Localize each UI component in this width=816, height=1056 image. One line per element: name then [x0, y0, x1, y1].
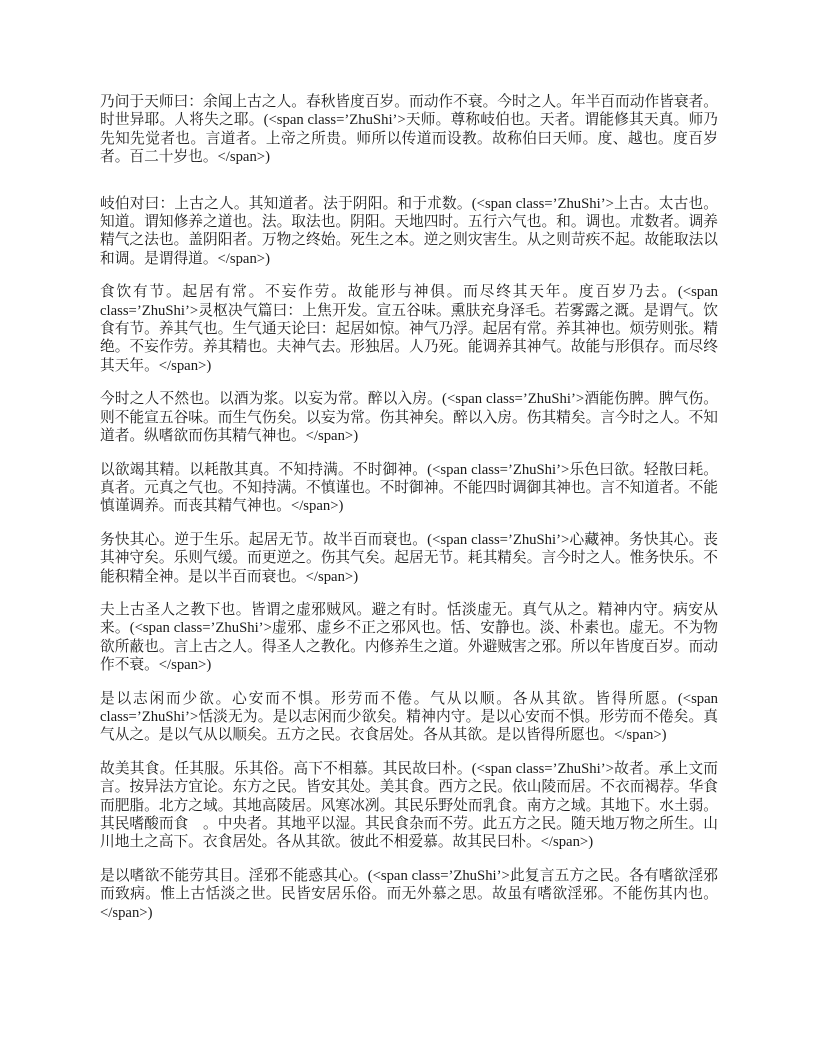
paragraph-7: 夫上古圣人之教下也。皆谓之虚邪贼风。避之有时。恬淡虚无。真气从之。精神内守。病安从来。(<span class=’ZhuShi’>虚邪、虚乡不正之邪风也。恬、安静也。淡、朴素也。虚无。不为物欲所蔽也。言上古之人。得圣人之教化。内修养生之道。外避贼害之邪。所以年皆度百岁。而动作不衰。</span>) [100, 601, 718, 674]
paragraph-8: 是以志闲而少欲。心安而不惧。形劳而不倦。气从以顺。各从其欲。皆得所愿。(<span class=’ZhuShi’>恬淡无为。是以志闲而少欲矣。精神内守。是以心安而不惧。形劳而不倦矣。真气从之。是以气从以顺矣。五方之民。衣食居处。各从其欲。是以皆得所愿也。</span>) [100, 690, 718, 744]
paragraph-9: 故美其食。任其服。乐其俗。高下不相慕。其民故曰朴。(<span class=’ZhuShi’>故者。承上文而言。按异法方宜论。东方之民。皆安其处。美其食。西方之民。依山陵而居。不衣而褐荐。华食而肥脂。北方之域。其地高陵居。风寒冰冽。其民乐野处而乳食。南方之域。其地下。水土弱。其民嗜酸而食 。中央者。其地平以湿。其民食杂而不劳。此五方之民。随天地万物之所生。山川地土之高下。衣食居处。各从其欲。彼此不相爱慕。故其民曰朴。</span>) [100, 760, 718, 851]
paragraph-1: 乃问于天师曰：余闻上古之人。春秋皆度百岁。而动作不衰。今时之人。年半百而动作皆衰者。时世异耶。人将失之耶。(<span class=’ZhuShi’>天师。尊称岐伯也。天者。谓能修其天真。师乃先知先觉者也。言道者。上帝之所贵。师所以传道而设教。故称伯曰天师。度、越也。度百岁者。百二十岁也。</span>) [100, 94, 718, 166]
paragraph-2: 岐伯对曰：上古之人。其知道者。法于阴阳。和于朮数。(<span class=’ZhuShi’>上古。太古也。知道。谓知修养之道也。法。取法也。阴阳。天地四时。五行六气也。和。调也。朮数者。调养精气之法也。盖阴阳者。万物之终始。死生之本。逆之则灾害生。从之则苛疾不起。故能取法以和调。是谓得道。</span>) [100, 195, 718, 267]
paragraph-3: 食饮有节。起居有常。不妄作劳。故能形与神俱。而尽终其天年。度百岁乃去。(<span class=’ZhuShi’>灵枢决气篇曰：上焦开发。宣五谷味。熏肤充身泽毛。若雾露之溉。是谓气。饮食有节。养其气也。生气通天论曰：起居如惊。神气乃浮。起居有常。养其神也。烦劳则张。精绝。不妄作劳。养其精也。夫神气去。形独居。人乃死。能调养其神气。故能与形俱存。而尽终其天年。</span>) [100, 284, 718, 374]
paragraph-4: 今时之人不然也。以酒为浆。以妄为常。醉以入房。(<span class=’ZhuShi’>酒能伤脾。脾气伤。则不能宣五谷味。而生气伤矣。以妄为常。伤其神矣。醉以入房。伤其精矣。言今时之人。不知道者。纵嗜欲而伤其精气神也。</span>) [100, 391, 718, 445]
paragraph-10: 是以嗜欲不能劳其目。淫邪不能惑其心。(<span class=’ZhuShi’>此复言五方之民。各有嗜欲淫邪而致病。惟上古恬淡之世。民皆安居乐俗。而无外慕之思。故虽有嗜欲淫邪。不能伤其内也。</span>) [100, 867, 718, 921]
paragraph-6: 务快其心。逆于生乐。起居无节。故半百而衰也。(<span class=’ZhuShi’>心藏神。务快其心。丧其神守矣。乐则气缓。而更逆之。伤其气矣。起居无节。耗其精矣。言今时之人。惟务快乐。不能积精全神。是以半百而衰也。</span>) [100, 531, 718, 585]
paragraph-5: 以欲竭其精。以耗散其真。不知持满。不时御神。(<span class=’ZhuShi’>乐色曰欲。轻散曰耗。真者。元真之气也。不知持满。不慎谨也。不时御神。不能四时调御其神也。言不知道者。不能慎谨调养。而丧其精气神也。</span>) [100, 461, 718, 515]
